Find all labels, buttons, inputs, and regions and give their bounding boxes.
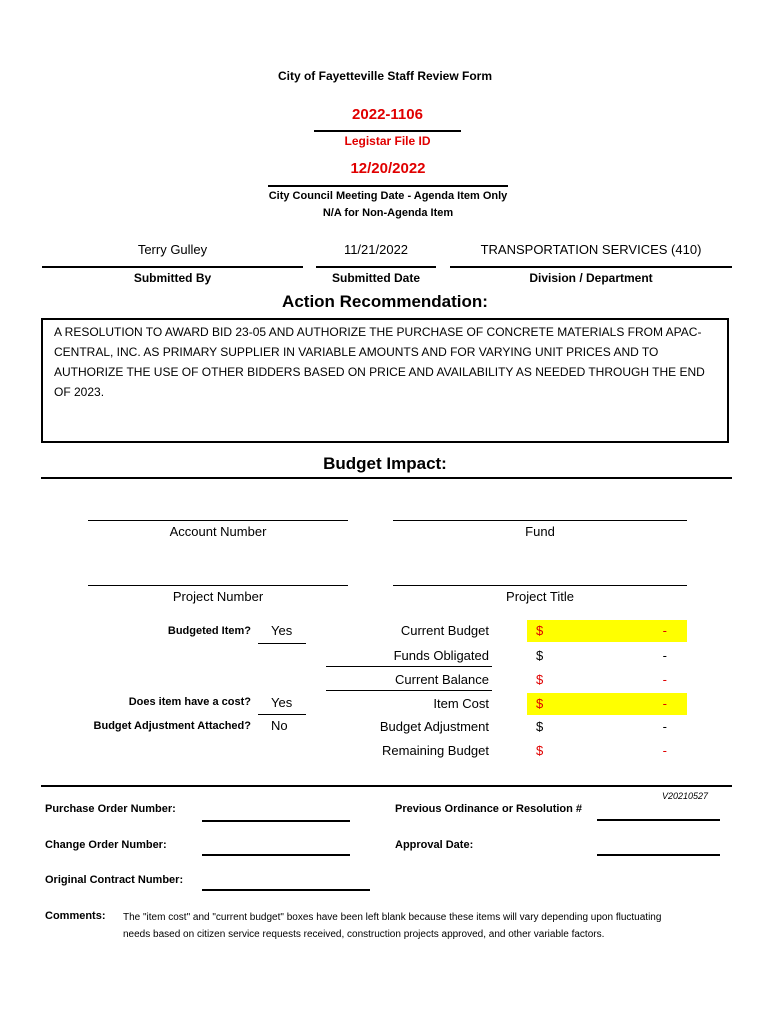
prev-ordinance-input[interactable]	[597, 806, 720, 821]
approval-date-input[interactable]	[597, 841, 720, 856]
budget-row-label: Remaining Budget	[382, 743, 489, 758]
form-title: City of Fayetteville Staff Review Form	[277, 69, 493, 83]
budget-row-value: -	[662, 743, 667, 758]
original-contract-label: Original Contract Number:	[45, 874, 184, 886]
currency-symbol: $	[536, 743, 544, 758]
legistar-label: Legistar File ID	[344, 134, 431, 148]
division-value: TRANSPORTATION SERVICES (410)	[480, 242, 702, 257]
action-box	[41, 318, 729, 443]
budgeted-item-value: Yes	[271, 623, 293, 638]
version-code: V20210527	[662, 791, 709, 801]
legistar-id: 2022-1106	[352, 106, 423, 123]
budget-row-value-cell[interactable]	[527, 620, 687, 642]
po-input[interactable]	[202, 806, 350, 822]
budget-row-value-cell[interactable]	[527, 693, 687, 715]
budget-row-label: Current Budget	[400, 623, 489, 638]
division-label: Division / Department	[529, 271, 653, 285]
submitted-date-label: Submitted Date	[331, 271, 420, 285]
comments-text: The "item cost" and "current budget" boxes have been left blank because these items will vary depending upon fluctuating needs based on citizen service requests received, construction projects approved, and other variable factors.	[123, 912, 662, 940]
adjustment-attached-value: No	[271, 718, 288, 733]
meeting-date: 12/20/2022	[350, 160, 426, 177]
has-cost-value: Yes	[271, 695, 293, 710]
currency-symbol: $	[536, 648, 544, 663]
budget-row-value: -	[662, 719, 667, 734]
action-text: A RESOLUTION TO AWARD BID 23-05 AND AUTHORIZE THE PURCHASE OF CONCRETE MATERIALS FROM APAC-CENTRAL, INC. AS PRIMARY SUPPLIER IN VARIABLE AMOUNTS AND FOR VARYING UNIT PRICES AND TO AUTHORIZE THE USE OF OTHER BIDDERS BASED ON PRICE AND AVAILABILITY AS NEEDED THROUGH THE END OF 2023.	[54, 325, 705, 399]
comments-label: Comments:	[45, 910, 106, 922]
budget-row-label: Funds Obligated	[393, 648, 489, 663]
change-order-label: Change Order Number:	[45, 839, 167, 851]
adjustment-attached-label: Budget Adjustment Attached?	[93, 720, 251, 732]
budget-row-value: -	[662, 672, 667, 687]
meeting-label: City Council Meeting Date - Agenda Item Only	[268, 190, 508, 202]
budget-row-value-cell[interactable]	[527, 669, 687, 691]
original-contract-input[interactable]	[202, 876, 370, 891]
account-number-label: Account Number	[169, 524, 267, 539]
project-title-label: Project Title	[506, 589, 574, 604]
change-order-input[interactable]	[202, 841, 350, 856]
currency-symbol: $	[536, 623, 544, 638]
currency-symbol: $	[536, 672, 544, 687]
budget-row-value: -	[662, 648, 667, 663]
fund-label: Fund	[525, 524, 555, 539]
action-heading: Action Recommendation:	[282, 292, 488, 311]
budget-row-value-cell[interactable]	[527, 716, 687, 738]
po-label: Purchase Order Number:	[45, 803, 176, 815]
has-cost-label: Does item have a cost?	[128, 696, 251, 708]
budget-row-label: Item Cost	[433, 696, 489, 711]
project-number-label: Project Number	[172, 589, 264, 604]
budgeted-item-label: Budgeted Item?	[167, 625, 251, 637]
currency-symbol: $	[536, 696, 544, 711]
budget-row-label: Budget Adjustment	[379, 719, 489, 734]
submitted-date-value: 11/21/2022	[343, 242, 409, 257]
budget-row-value-cell[interactable]	[527, 645, 687, 667]
budget-row-label: Current Balance	[395, 672, 489, 687]
budget-heading: Budget Impact:	[323, 454, 447, 473]
prev-ordinance-label: Previous Ordinance or Resolution #	[395, 803, 583, 815]
budget-row-value-cell[interactable]	[527, 740, 687, 762]
submitted-by-value: Terry Gulley	[137, 242, 208, 257]
budget-row-value: -	[662, 696, 667, 711]
budget-row-value: -	[662, 623, 667, 638]
approval-date-label: Approval Date:	[395, 839, 474, 851]
currency-symbol: $	[536, 719, 544, 734]
submitted-by-label: Submitted By	[133, 271, 212, 285]
meeting-sublabel: N/A for Non-Agenda Item	[322, 207, 454, 219]
